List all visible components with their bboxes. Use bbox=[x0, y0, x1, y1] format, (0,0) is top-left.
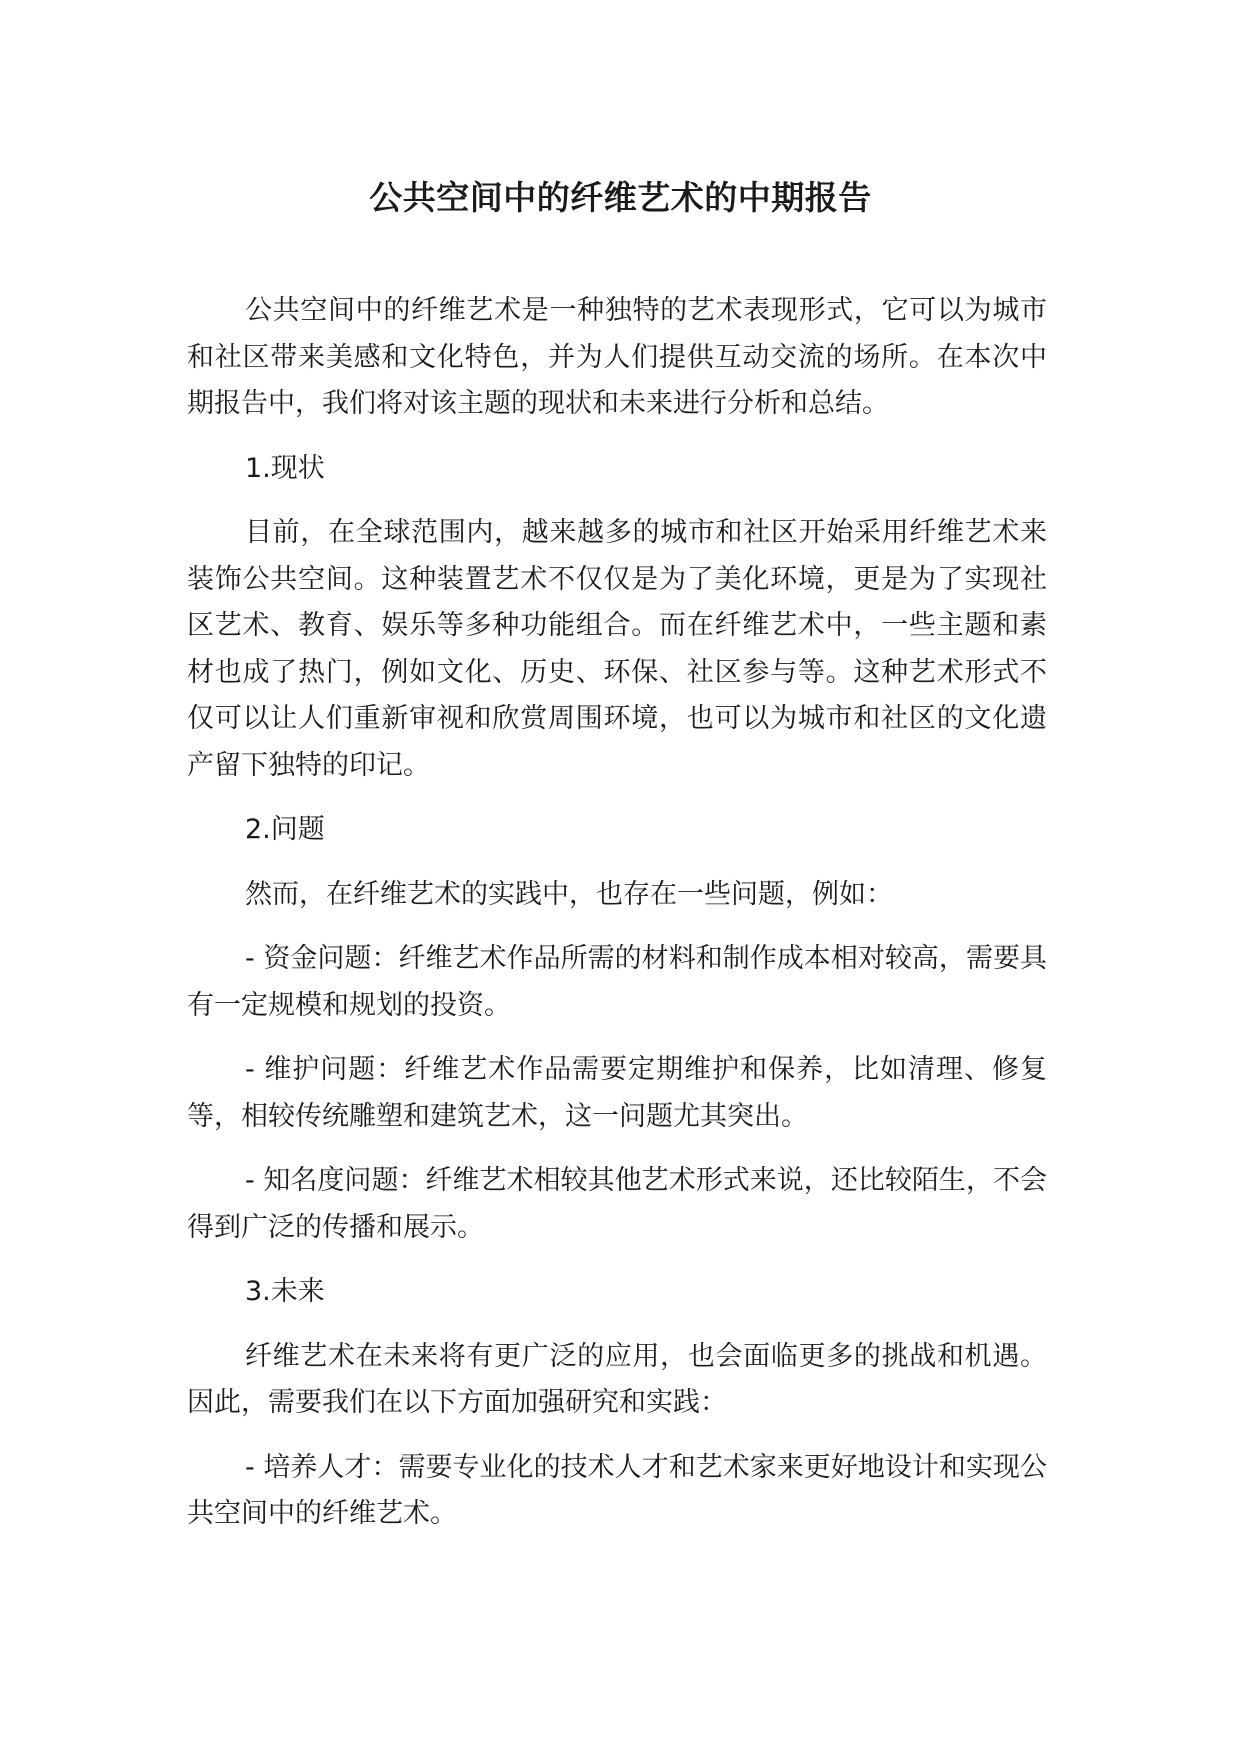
problem-item-funding: - 资金问题：纤维艺术作品所需的材料和制作成本相对较高，需要具有一定规模和规划的投资。 bbox=[187, 943, 1047, 1021]
document-body bbox=[187, 288, 1047, 1556]
problem-item-awareness: - 知名度问题：纤维艺术相较其他艺术形式来说，还比较陌生，不会得到广泛的传播和展示。 bbox=[187, 1165, 1047, 1243]
future-paragraph: 纤维艺术在未来将有更广泛的应用，也会面临更多的挑战和机遇。因此，需要我们在以下方面加强研究和实践： bbox=[187, 1340, 1047, 1418]
future-item-talent: - 培养人才：需要专业化的技术人才和艺术家来更好地设计和实现公共空间中的纤维艺术。 bbox=[187, 1451, 1047, 1529]
section-heading-future: 3.未来 bbox=[245, 1276, 325, 1307]
problem-item-maintenance: - 维护问题：纤维艺术作品需要定期维护和保养，比如清理、修复等，相较传统雕塑和建筑艺术，这一问题尤其突出。 bbox=[187, 1054, 1047, 1132]
document-title: 公共空间中的纤维艺术的中期报告 bbox=[369, 178, 872, 217]
section-heading-status: 1.现状 bbox=[245, 452, 325, 484]
section-heading-problems: 2.问题 bbox=[245, 814, 325, 845]
status-paragraph: 目前，在全球范围内，越来越多的城市和社区开始采用纤维艺术来装饰公共空间。这种装置艺术不仅仅是为了美化环境，更是为了实现社区艺术、教育、娱乐等多种功能组合。而在纤维艺术中，一些主题和素材也成了热门，例如文化、历史、环保、社区参与等。这种艺术形式不仅可以让人们重新审视和欣赏周围环境，也可以为城市和社区的文化遗产留下独特的印记。 bbox=[187, 517, 1047, 781]
intro-paragraph: 公共空间中的纤维艺术是一种独特的艺术表现形式，它可以为城市和社区带来美感和文化特色，并为人们提供互动交流的场所。在本次中期报告中，我们将对该主题的现状和未来进行分析和总结。 bbox=[187, 295, 1047, 419]
problems-intro-paragraph: 然而，在纤维艺术的实践中，也存在一些问题，例如： bbox=[245, 878, 893, 910]
